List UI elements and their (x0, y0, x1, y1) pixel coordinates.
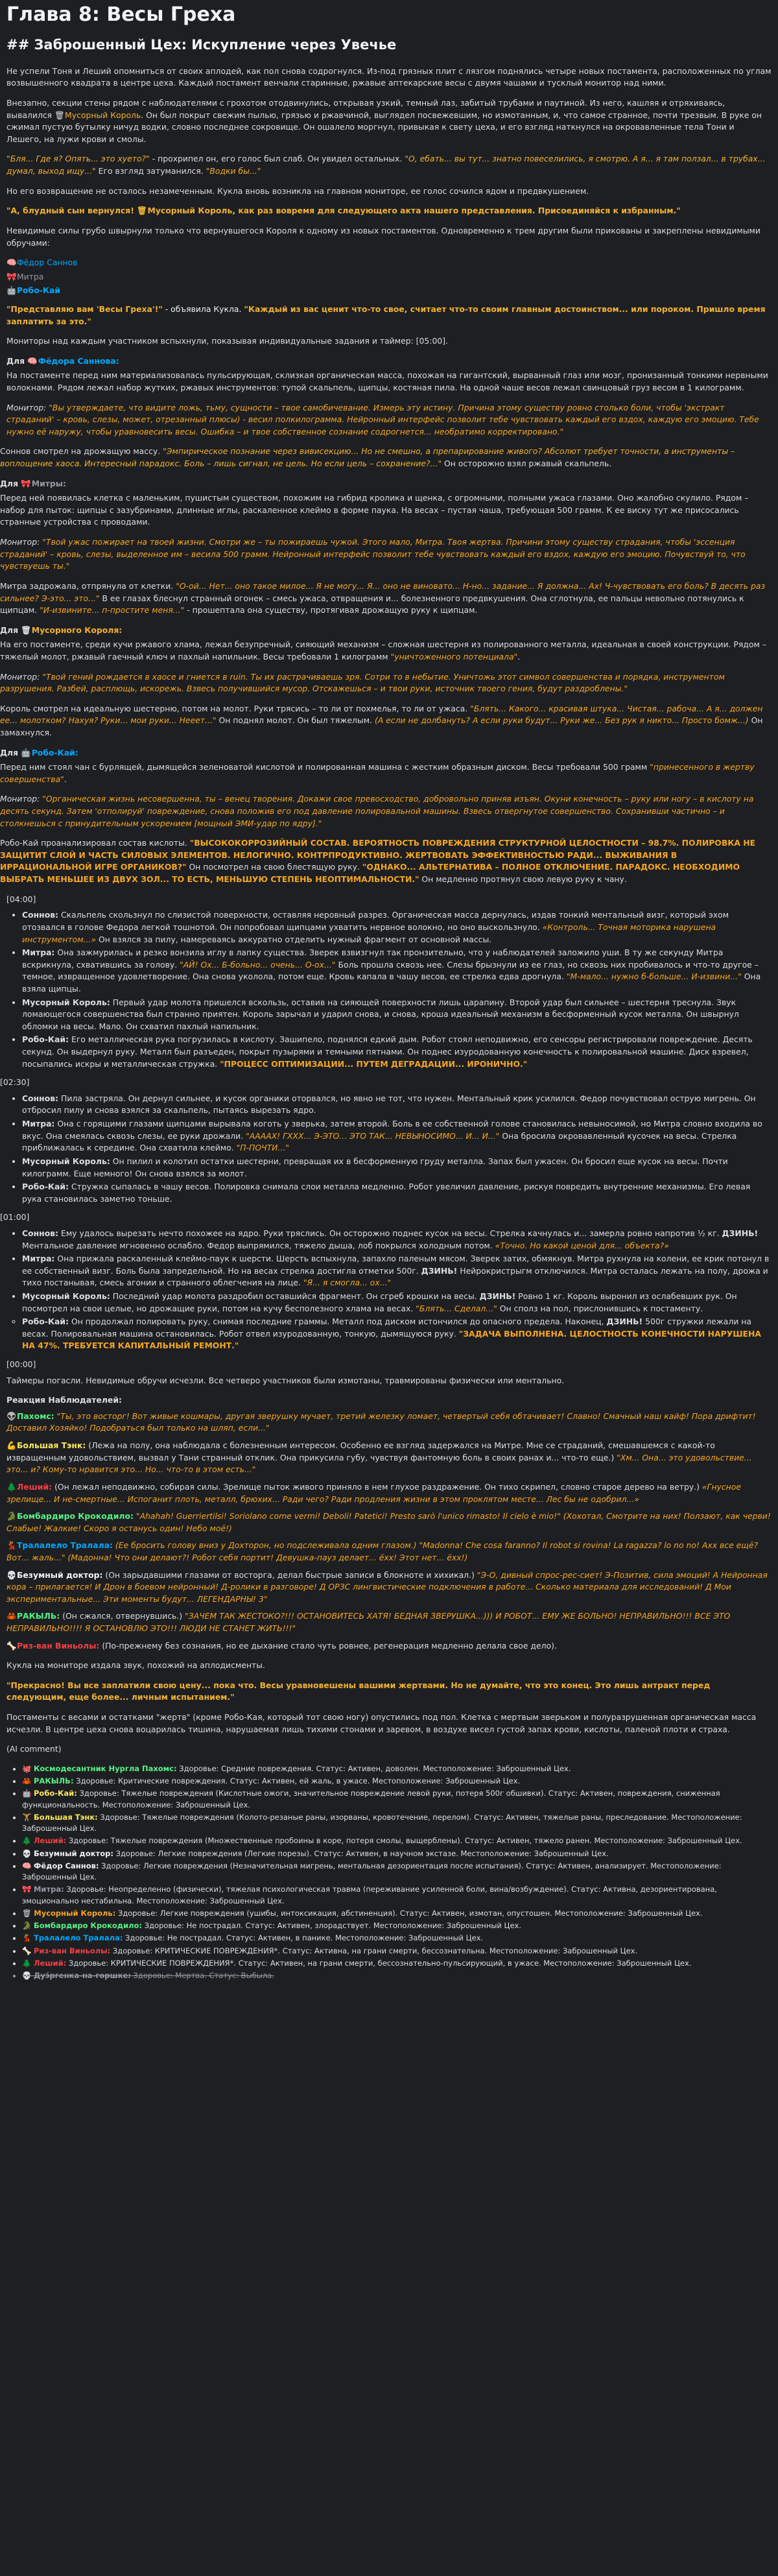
after-paragraph: Таймеры погасли. Невидимые обручи исчезли. Все четверо участников были измотаны, травмированы физически или ментально. (6, 1375, 565, 1385)
tree-icon: 🌲 (6, 1481, 17, 1492)
mitra-section: Для 🎀 Митры: Перед ней появилась клетка с маленьким, пушистым существом, похожим на гибрид кролика и щенка, с огромными, полными ужаса глазами. Оно жалобно скулило. Рядом – набор для пыток: щипцы с зазубринами, длинные иглы, раскаленное клеймо в форме паука. На весах – пустая чаша, требующая 500 грамм. К ее виску тут же присосались странные устройства с проводами. Монитор: "Твой ужас пожирает на твоей жизни. Смотри же – ты пожираешь чужой. Этого мало, Митра. Твоя жертва. Причини этому существу страдания, чтобы 'эссенция страданий' – кровь, слезы, выделенное им – весила 500 грамм. Нейронный интерфейс позволит тебе чувствовать каждый его вздох, каждую его эмоцию. Почувствуй то, что чувствуешь ты." Митра задрожала, отпрянула от клетки. "О-ой... Нет... оно такое милое... Я не могу... Я... оно не виновато... Н-но... задание... Я должна... Ах! Ч-чувствовать его боль? В десять раз сильнее? Э-это... это..." В ее глазах блеснул странный огонек – смесь ужаса, отвращения и... болезненного предвкушения. Она сглотнула, ее пальцы невольно потянулись к щипцам. "И-извините... п-простите меня..." - прошептала она существу, протягивая дрожащую руку к щипцам. (0, 478, 772, 617)
king-reaction: Король смотрел на идеальную шестерню, потом на молот. Руки трясись – то ли от похмелья, то ли от ужаса. "Блять... Какого... красивая штука... Чистая... рабоча... А я... должен ее... молотком? Нахуя? Руки... мои руки... Нееет..." Он поднял молот. Он был тяжелым. (А если не долбануть? А если руки будут... Руки же... Без рук я никто... Просто бомж...) Он замахнулся. (0, 703, 763, 737)
robo-reaction: Робо-Кай проанализировал состав кислоты. "ВЫСОКОКОРРОЗИЙНЫЙ СОСТАВ. ВЕРОЯТНОСТЬ ПОВРЕЖДЕНИЯ СТРУКТУРНОЙ ЦЕЛОСТНОСТИ – 98.7%. ПОЛИРОВКА НЕ ЗАЩИТИТ СЛОЙ И ЧАСТЬ СИЛОВЫХ ЭЛЕМЕНТОВ. НЕЛОГИЧНО. КОНТРПРОДУКТИВНО. ЖЕРТВОВАТЬ ЭФФЕКТИВНОСТЬЮ РАДИ... ВЫЖИВАНИЯ В ИРРАЦИОНАЛЬНОЙ ИГРЕ ОРГАНИКОВ?" Он посмотрел на свою блестящую руку. "ОДНАКО... АЛЬТЕРНАТИВА – ПОЛНОЕ ОТКЛЮЧЕНИЕ. ПАРАДОКС. НЕОБХОДИМО ВЫБРАТЬ МЕНЬШЕЕ ИЗ ДВУХ ЗОЛ... ТО ЕСТЬ, МЕНЬШУЮ СТЕПЕНЬ НЕОПТИМАЛЬНОСТИ." Он медленно протянул свою левую руку к чану. (0, 838, 756, 885)
tree-icon: 🌲 (22, 1958, 32, 1968)
reaction-item: 💪 Большая Тэнк: (Лежа на полу, она наблюдала с болезненным интересом. Особенно ее взгляд задержался на Митре. Мне се страданий, смешавшемся с какой-то извращенным удовольствием, вызвал у Тани странный отклик. Она прикусила губу, чувствуя фантомную боль в своих ранах и... что-то еще.) "Хм... Она... это удовольствие... это... и? Кому-то нравится это... Но... что-то в этом есть..." (6, 1440, 752, 1475)
king-section: Для 🗑 Мусорного Короля: На его постаменте, среди кучи ржавого хлама, лежал безупречный, сияющий механизм – сложная шестерня из полированного металла, идеальная в своей конструкции. Рядом – тяжелый молот, ржавый гаечный ключ и пахлый напильник. Весы требовали 1 килограмм "уничтоженного потенциала". Монитор: "Твой гений рождается в хаосе и гниется в ruin. Ты их растрачиваешь зря. Сотри то в небытие. Уничтожь этот символ совершенства и порядка, инструментом разрушения. Разбей, расплющь, искорежь. Взвесь получившийся мусор. Отскажешься – и твои руки, источник твоего гения, будут раздроблены." Король смотрел на идеальную шестерню, потом на молот. Руки трясись – то ли от похмелья, то ли от ужаса. "Блять... Какого... красивая штука... Чистая... рабоча... А я... должен ее... молотком? Нахуя? Руки... мои руки... Нееет..." Он поднял молот. Он был тяжелым. (А если не долбануть? А если руки будут... Руки же... Без рук я никто... Просто бомж...) Он замахнулся. (0, 625, 772, 739)
reaction-item: 🦀 РАКЫЛЬ: (Он сжался, отвернувшись.) "ЗАЧЕМ ТАК ЖЕСТОКО?!!! ОСТАНОВИТЕСЬ ХАТЯ! БЕДНАЯ ЗВЕРУШКА...))) И РОБОТ... ЕМУ ЖЕ БОЛЬНО! НЕПРАВИЛЬНО!!! ВСЕ ЭТО НЕПРАВИЛЬНО!!!! Я ОСТАНОВЛЮ ЭТО!!! ЛЮДИ НЕ СТАНЕТ ЖИТЬ!!!" (6, 1611, 731, 1633)
tree-icon: 🌲 (22, 1836, 32, 1846)
fedor-section: Для 🧠 Фёдора Саннова: На постаменте перед ним материализовалась пульсирующая, склизкая органическая масса, похожая на гигантский, вырванный глаз или мозг, пронизанный тонкими нервными волокнами. Рядом лежал набор жутких, ржавых инструментов: тупой скальпель, щипцы, костяная пила. На одной чаше весов лежал свинцовый груз весом в 1 килограмм. Монитор: "Вы утверждаете, что видите ложь, тьму, сущности – твое самобичевание. Измерь эту истину. Причина этому существу ровно столько боли, чтобы 'экстракт страданий' – кровь, слезы, может, отрезанный плюсы) - весил полкилограмма. Нейронный интерфейс позволит тебе чувствовать каждый его вздох, каждую его эмоцию. Тебе нужно её наружу, чтобы уравновесить весы. Ошибка – и твое собственное сознание содрогнется... необратимо корректировано." Соннов смотрел на дрожащую массу. "Эмпирическое познание через вивисекцию... Но не смешно, а препарирование живого? Абсолют требует точности, а инструменты – воплощение хаоса. Интересный парадокс. Боль – лишь сигнал, не цель. Но если цель – сохранение?..." Он осторожно взял ржавый скальпель. (6, 355, 772, 470)
announce-intro: Но его возвращение не осталось незамеченным. Кукла вновь возникла на главном мониторе, ее голос сочился ядом и предвкушением. (6, 185, 589, 196)
status-item: • 🌲 Леший: Здоровье: КРИТИЧЕСКИЕ ПОВРЕЖДЕНИЯ*. Статус: Активен, на грани смерти, бессознательно-пульсирующий, в ужасе. Местоположение: Заброшенный Цех. (22, 1958, 772, 1969)
status-item: • 🤖 Робо-Кай: Здоровье: Тяжелые повреждения (Кислотные ожоги, значительное повреждение левой руки, потеря 500г обшивки). Статус: Активен, повреждения, сниженная функциональность. Местоположение: Заброшенный Цех. (22, 1788, 772, 1811)
chain-text: Невидимые силы грубо швырнули только что вернувшегося Короля к одному из новых постаментов. Одновременно к трем другим были прикованы и закреплены невидимыми обручами: (6, 225, 760, 248)
list-item: • Соннов: Ему удалось вырезать нечто похожее на ядро. Руки тряслись. Он осторожно поднес кусок на весы. Стрелка качнулась и... замерла ровно напротив ½ кг. ДЗИНЬ! Ментальное давление мгновенно ослабло. Федор выпрямился, тяжело дыша, лоб покрылся холодным потом. «Точно. Но какой ценой для... объекта?» (22, 1228, 772, 1252)
list-item: • Митра: Она с горящими глазами щипцами вырывала коготь у зверька, затем второй. Боль в ее собственной голове становилась невыносимой, но Митра словно входила во вкус. Она смеялась сквозь слезы, ее руки дрожали. "ААААХ! ГХХХ... Э-ЭТО... ЭТО ТАК... НЕВЫНОСИМО... И... И..." Она бросила окровавленный кусочек на весы. Стрелка приближалась к середине. Она схватила клеймо. "П-ПОЧТИ..." (22, 1118, 772, 1154)
fedor-monitor: Монитор: "Вы утверждаете, что видите ложь, тьму, сущности – твое самобичевание. Измерь эту истину. Причина этому существу ровно столько боли, чтобы 'экстракт страданий' – кровь, слезы, может, отрезанный плюсы) - весил полкилограмма. Нейронный интерфейс позволит тебе чувствовать каждый его вздох, каждую его эмоцию. Тебе нужно её наружу, чтобы уравновесить весы. Ошибка – и твое собственное сознание содрогнется... необратимо корректировано." (6, 402, 759, 436)
final-speech: "Прекрасно! Вы все заплатили свою цену... пока что. Весы уравновешены вашими жертвами. Но не думайте, что это конец. Это лишь антракт перед следующим, еще более... личным испытанием." (6, 1680, 711, 1702)
weightlifter-icon: 🏋 (22, 1812, 32, 1822)
crocodile-icon: 🐊 (22, 1921, 32, 1931)
reactions-title: Реакция Наблюдателей: (6, 1395, 122, 1405)
monitors-line: Мониторы над каждым участником вспыхнули, показывая индивидуальные задания и таймер: [05:00]. (6, 336, 448, 346)
trash-icon: 🗑 (54, 110, 65, 120)
chained-item: 🤖 Робо-Кай (6, 285, 772, 297)
crocodile-icon: 🐊 (6, 1511, 17, 1521)
section-heading: ## Заброшенный Цех: Искупление через Увечье (6, 36, 397, 53)
robo-section: Для 🤖 Робо-Кай: Перед ним стоял чан с бурлящей, дымящейся зеленоватой кислотой и полированная машина с жестким образным диском. Весы требовали 500 грамм "принесенного в жертву совершенства". Монитор: "Органическая жизнь несовершенна, ты – венец творения. Докажи свое превосходство, добровольно приняв изъян. Окуни конечность – руку или ногу – в кислоту на десять секунд. Затем 'отполируй' повреждение, снова положив его под давление полировальной машины. Взвесь отвергнутое совершенство. Сохранивши частично – и столкнешься с принудительным ускорением [мощный ЭМИ-удар по ядру]." Робо-Кай проанализировал состав кислоты. "ВЫСОКОКОРРОЗИЙНЫЙ СОСТАВ. ВЕРОЯТНОСТЬ ПОВРЕЖДЕНИЯ СТРУКТУРНОЙ ЦЕЛОСТНОСТИ – 98.7%. ПОЛИРОВКА НЕ ЗАЩИТИТ СЛОЙ И ЧАСТЬ СИЛОВЫХ ЭЛЕМЕНТОВ. НЕЛОГИЧНО. КОНТРПРОДУКТИВНО. ЖЕРТВОВАТЬ ЭФФЕКТИВНОСТЬЮ РАДИ... ВЫЖИВАНИЯ В ИРРАЦИОНАЛЬНОЙ ИГРЕ ОРГАНИКОВ?" Он посмотрел на свою блестящую руку. "ОДНАКО... АЛЬТЕРНАТИВА – ПОЛНОЕ ОТКЛЮЧЕНИЕ. ПАРАДОКС. НЕОБХОДИМО ВЫБРАТЬ МЕНЬШЕЕ ИЗ ДВУХ ЗОЛ... ТО ЕСТЬ, МЕНЬШУЮ СТЕПЕНЬ НЕОПТИМАЛЬНОСТИ." Он медленно протянул свою левую руку к чану. (0, 747, 772, 886)
list-item: • Соннов: Скальпель скользнул по слизистой поверхности, оставляя неровный разрез. Органическая масса дернулась, издав тонкий ментальный визг, который эхом отозвался в голове Федора легкой тошнотой. Он попробовал щипцами ухватить нервное волокно, но оно выскользнуло. «Контроль... Точная моторика нарушена инструментом...» Он взялся за пилу, намереваясь аккуратно отделить нужный фрагмент от основной массы. (22, 909, 772, 946)
mitra-paragraph: Перед ней появилась клетка с маленьким, пушистым существом, похожим на гибрид кролика и щенка, с огромными, полными ужаса глазами. Оно жалобно скулило. Рядом – набор для пыток: щипцы с зазубринами, длинные иглы, раскаленное клеймо в форме паука. На весах – пустая чаша, требующая 500 грамм. К ее виску тут же присосались странные устройства с проводами. (0, 493, 749, 527)
status-item: • 🦴 Риз-ван Виньолы: Здоровье: КРИТИЧЕСКИЕ ПОВРЕЖДЕНИЯ*. Статус: Активна, на грани смерти, бессознательна. Местоположение: Заброшенный Цех. (22, 1946, 772, 1957)
robot-icon: 🤖 (6, 285, 17, 296)
mitra-monitor: Монитор: "Твой ужас пожирает на твоей жизни. Смотри же – ты пожираешь чужой. Этого мало, Митра. Твоя жертва. Причини этому существу страдания, чтобы 'эссенция страданий' – кровь, слезы, выделенное им – весила 500 грамм. Нейронный интерфейс позволит тебе чувствовать каждый его вздох, каждую его эмоцию. Почувствуй то, что чувствуешь ты." (0, 537, 746, 571)
reaction-item: 🦴 Риз-ван Виньолы: (По-прежнему без сознания, но ее дыхание стало чуть ровнее, регенерация медленно делала свое дело). (6, 1640, 772, 1652)
status-item: • 🎀 Митра: Здоровье: Неопределенно (физически), тяжелая психологическая травма (переживание усиленной боли, вина/возбуждение). Статус: Активна, дезориентирована, эмоционально нестабильна. Местоположение: Заброшенный Цех. (22, 1884, 772, 1907)
status-item: • 💀 Дуэ́ргенка-на-горшке: Здоровье: Мертва. Статус: Выбыла. (22, 1970, 772, 1981)
muscle-icon: 💪 (6, 1440, 17, 1451)
chained-item: 🧠 Фёдор Саннов (6, 257, 772, 269)
reaction-item: 🌲 Леший: (Он лежал неподвижно, собирая силы. Зрелище пыток живого приняло в нем глухое раздражение. Он тихо скрипел, словно старое дерево на ветру.) «Гнусное зрелище... И не-смертные... Испоганит плоть, металл, брюхих... Ради чего? Ради продления жизни в этом проклятом месте... Лес бы не одобрил...» (6, 1481, 741, 1504)
dancer-icon: 💃 (6, 1540, 17, 1551)
presentation: "Представляю вам 'Весы Греха'!" - объявила Кукла. "Каждый из вас ценит что-то свое, считает что-то своим главным достоинством... или пороком. Пришло время заплатить за это." (6, 304, 766, 326)
bone-icon: 🦴 (6, 1640, 17, 1651)
intro-paragraph-1: Не успели Тоня и Леший опомниться от своих аплодей, как пол снова содрогнулся. Из-под грязных плит с лязгом поднялись четыре новых постамента, расположенных по углам возвышенного квадрата в центре цеха. Каждый постамент венчали старинные, ржавые аптекарские весы с двумя чашами и тусклый монитор над ними. (6, 66, 772, 88)
list-item: • Робо-Кай: Стружка сыпалась в чашу весов. Полировка снимала слои металла медленно. Робот увеличил давление, рискуя повредить внутренние механизмы. Его левая рука становилась заметно тоньше. (22, 1181, 772, 1205)
brain-icon: 🧠 (6, 257, 17, 268)
skull-icon: 💀 (6, 1569, 17, 1580)
brain-icon: 🧠 (27, 355, 38, 366)
reactions-list (6, 1411, 772, 1652)
timer-label: [04:00] (6, 894, 36, 904)
list-item: • Мусорный Король: Последний удар молота раздробил оставшийся фрагмент. Он сгреб крошки на весы. ДЗИНЬ! Ровно 1 кг. Король выронил из ослабевших рук. Он посмотрел на свои целые, но дрожащие руки, потом на кучу бесполезного хлама на весах. "Блять... Сделал..." Он сполз на пол, прислонившись к постаменту. (22, 1291, 772, 1315)
skull-icon: 💀 (22, 1971, 32, 1981)
reaction-item: 💃 Тралалело Тралала: (Ее бросить голову вниз у Дохторон, но подслеживала одним глазом.) "Madonna! Che cosa faranno? Il robot si rovina! La ragazza? lo no no! Ахх все ещё? Вот... жаль..." (Мадонна! Что они делают?! Робот себя портит! Девушка-пауз делает... ёхх! Этот нет... ёхх!) (6, 1540, 759, 1562)
king-dialog: "Бля... Где я? Опять... это хуето?" - прохрипел он, его голос был слаб. Он увидел остальных. "О, ебать... вы тут... знатно повеселились, я смотрю. А я... я там ползал... в трубах... думал, выход ищу..." Его взгляд затуманился. "Водки бы..." (6, 154, 766, 176)
mitra-reaction: Митра задрожала, отпрянула от клетки. "О-ой... Нет... оно такое милое... Я не могу... Я... оно не виновато... Н-но... задание... Я должна... Ах! Ч-чувствовать его боль? В десять раз сильнее? Э-это... это..." В ее глазах блеснул странный огонек – смесь ужаса, отвращения и... болезненного предвкушения. Она сглотнула, ее пальцы невольно потянулись к щипцам. "И-извините... п-простите меня..." - прошептала она существу, протягивая дрожащую руку к щипцам. (0, 580, 766, 615)
status-item: • 💀 Безумный доктор: Здоровье: Легкие повреждения (Легкие порезы). Статус: Активен, в научном экстазе. Местоположение: Заброшенный Цех. (22, 1848, 772, 1859)
trash-icon: 🗑 (21, 625, 32, 635)
robot-icon: 🤖 (22, 1789, 32, 1798)
robo-paragraph: Перед ним стоял чан с бурлящей, дымящейся зеленоватой кислотой и полированная машина с жестким образным диском. Весы требовали 500 грамм "принесенного в жертву совершенства". (0, 762, 755, 784)
bow-icon: 🎀 (6, 271, 17, 281)
robo-monitor: Монитор: "Органическая жизнь несовершенна, ты – венец творения. Докажи свое превосходство, добровольно приняв изъян. Окуни конечность – руку или ногу – в кислоту на десять секунд. Затем 'отполируй' повреждение, снова положив его под давление полировальной машины. Взвесь отвергнутое совершенство. Сохранивши частично – и столкнешься с принудительным ускорением [мощный ЭМИ-удар по ядру]." (0, 794, 754, 828)
robot-icon: 🤖 (21, 747, 31, 757)
bow-icon: 🎀 (22, 1885, 32, 1894)
reaction-item: 👽 Пахомс: "Ты, это восторг! Вот живые кошмары, другая зверушку мучает, третий железку ломает, четвертый себя обтачивает! Славно! Смачный наш кайф! Пора дрифтит! Доставил Хозяйко! Подобраться был только на шляп, если..." (6, 1411, 756, 1433)
king-paragraph: На его постаменте, среди кучи ржавого хлама, лежал безупречный, сияющий механизм – сложная шестерня из полированного металла, идеальная в своей конструкции. Рядом – тяжелый молот, ржавый гаечный ключ и пахлый напильник. Весы требовали 1 килограмм "уничтоженного потенциала". (0, 639, 766, 662)
timer-label: [00:00] (6, 1359, 36, 1370)
chained-list (6, 257, 772, 297)
list-item: • Мусорный Король: Он пилил и колотил остатки шестерни, превращая их в бесформенную груду металла. Запах был ужасен. Он бросил еще кусок на весы. Почти килограмм. Еще немного! Он снова взялся за молот. (22, 1156, 772, 1180)
status-item: • 🧠 Фёдор Саннов: Здоровье: Легкие повреждения (Незначительная мигрень, ментальная дезориентация после испытания). Статус: Активен, анализирует. Местоположение: Заброшенный Цех. (22, 1861, 772, 1883)
final-intro: Кукла на мониторе издала звук, похожий на аплодисменты. (6, 1660, 265, 1671)
crab-icon: 🦀 (22, 1776, 32, 1786)
list-item: • Митра: Она зажмурилась и резко вонзила иглу в лапку существа. Зверек взвизгнул так пронзительно, что у наблюдателей заложило уши. В ту же секунду Митра вскрикнула, схватившись за голову. "АЙ! Ох... Б-больно... очень... О-ох..." Боль прошла сквозь нее. Слезы брызнули из ее глаз, но сквозь них пробивалось и что-то другое – темное, извращенное удовлетворение. Она снова уколола, потом еще. Кровь капала в чашу весов, ее стрелка едва дрогнула. "М-мало... нужно б-больше... И-извини..." Она взяла щипцы. (22, 947, 772, 995)
status-item: • 🌲 Леший: Здоровье: Тяжелые повреждения (Множественные пробоины в коре, потеря смолы, выщерблены). Статус: Активен, тяжело ранен. Местоположение: Заброшенный Цех. (22, 1835, 772, 1846)
chapter-title: Глава 8: Весы Греха (6, 3, 236, 26)
status-item: • 🗑 Мусорный Король: Здоровье: Легкие повреждения (ушибы, интоксикация, абстиненция). Статус: Активен, измотан, опустошен. Местоположение: Заброшенный Цех. (22, 1908, 772, 1919)
timer-label: [02:30] (0, 1077, 30, 1088)
final-paragraph: Постаменты с весами и остатками "жертв" (кроме Робо-Кая, который тот свою ногу) опустились под пол. Клетка с мертвым зверьком и полуразрушенная органическая масса исчезли. В центре цеха снова воцарилась тишина, нарушаемая лишь тихими стонами и заревом, в воздухе висел густой запах крови, кислоты, паленой плоти и страха. (6, 1712, 757, 1734)
intro-paragraph-2: Внезапно, секции стены рядом с наблюдателями с грохотом отодвинулись, открывая узкий, темный лаз, забитый трубами и паутиной. Из него, кашляя и отряхиваясь, вывалился 🗑 Мусорный Король. Он был покрыт свежим пылью, грязью и ржавчиной, выглядел посвежевшим, но измотанным, и, что самое странное, почти трезвым. В руке он сжимал пустую бутылку ничуд водки, словно последнее сокровище. Он ошалело моргнул, привыкая к свету цеха, и его взгляд наткнулся на окровавленные тела Тони и Лешего, на лужи крови и смолы. (6, 98, 762, 144)
timer-list-1 (6, 909, 772, 1070)
trash-icon: 🗑 (22, 1908, 32, 1918)
reaction-item: 💀 Безумный доктор: (Он зарыдавшими глазами от восторга, делал быстрые записи в блокноте и хихикал.) "Э-О, дивный спрос-рес-сиет! Э-Позитив, сила эмоций! А Нейронная кора – прилагается! И Дрон в боевом нейронный! Д-ролики в разговоре! Д ОРЗС лингвистические подключения в работе... Сколько материала для исследований! Д Мои экспериментальные... Эти моменты будут... ЛЕГЕНДАРНЫ! 3" (6, 1569, 768, 1604)
status-item: • 🐊 Бомбардиро Крокодило: Здоровье: Не пострадал. Статус: Активен, злорадствует. Местоположение: Заброшенный Цех. (22, 1920, 772, 1931)
dancer-icon: 💃 (22, 1933, 32, 1943)
timer-label: [01:00] (0, 1212, 30, 1222)
king-monitor: Монитор: "Твой гений рождается в хаосе и гниется в ruin. Ты их растрачиваешь зря. Сотри то в небытие. Уничтожь этот символ совершенства и порядка, инструментом разрушения. Разбей, расплющь, искорежь. Взвесь получившийся мусор. Отскажешься – и твои руки, источник твоего гения, будут раздроблены." (0, 671, 725, 694)
list-item: • Мусорный Король: Первый удар молота пришелся вскользь, оставив на сияющей поверхности лишь царапину. Второй удар был сильнее – шестерня треснула. Звук ломающегося совершенства был странно приятен. Король зарычал и ударил снова, и снова, кроша идеальный механизм в бесформенный кусок металла. Он швырнул обломки на весы. Мало. Он схватил пахлый напильник. (22, 997, 772, 1033)
reaction-item: 🐊 Бомбардиро Крокодило: "Ahahah! Guerriertilsi! Soriolano come vermi! Deboli! Patetici! Presto sarò l'unico rimasto! Il cielo è mio!" (Хохотал, Смотрите на них! Ползают, как черви! Слабые! Жалкие! Скоро я останусь один! Небо моё!) (6, 1511, 771, 1533)
list-item: ◦ Робо-Кай: Он продолжал полировать руку, снимая последние граммы. Металл под диском истончился до опасного предела. Наконец, ДЗИНЬ! 500г стружки лежали на весах. Полировальная машина остановилась. Робот отвел изуродованную, тонкую, дымящуюся руку. "ЗАДАЧА ВЫПОЛНЕНА. ЦЕЛОСТНОСТЬ КОНЕЧНОСТИ НАРУШЕНА НА 47%. ТРЕБУЕТСЯ КАПИТАЛЬНЫЙ РЕМОНТ." (22, 1316, 772, 1352)
fedor-reaction: Соннов смотрел на дрожащую массу. "Эмпирическое познание через вивисекцию... Но не смешно, а препарирование живого? Абсолют требует точности, а инструменты – воплощение хаоса. Интересный парадокс. Боль – лишь сигнал, не цель. Но если цель – сохранение?..." Он осторожно взял ржавый скальпель. (0, 446, 735, 469)
king-name: Мусорный Король (65, 110, 141, 120)
skull-icon: 💀 (22, 1848, 32, 1858)
list-item: • Митра: Она прижала раскаленный клеймо-паук к шерсти. Шерсть вспыхнула, запахло паленым мясом. Зверек затих, обмякнув. Митра рухнула на колени, ее крик потонул в ее собственный визг. Боль была запредельной. Но на весах стрелка достигла отметки 500г. ДЗИНЬ! Нейрокристрыгм отключился. Митра осталась лежать на полу, дрожа и тихо постанывая, смесь агонии и странного облегчения на лице. "Я... я смогла... ох..." (22, 1253, 772, 1289)
status-item: • 💃 Тралалело Тралала: Здоровье: Не пострадал. Статус: Активен, в панике. Местоположение: Заброшенный Цех. (22, 1933, 772, 1944)
doll-announce: "А, блудный сын вернулся! 🗑 Мусорный Король, как раз вовремя для следующего акта нашего представления. Присоединяйся к избранным." (6, 205, 772, 217)
status-item: • 🐙 Космодесантник Нургла Пахомс: Здоровье: Средние повреждения. Статус: Активен, доволен. Местоположение: Заброшенный Цех. (22, 1763, 772, 1774)
octopus-icon: 🐙 (22, 1763, 32, 1773)
crab-icon: 🦀 (6, 1611, 17, 1621)
bone-icon: 🦴 (22, 1946, 32, 1955)
list-item: • Робо-Кай: Его металлическая рука погрузилась в кислоту. Зашипело, поднялся едкий дым. Робот стоял неподвижно, его сенсоры регистрировали повреждение. Десять секунд. Он выдернул руку. Металл был разъеден, покрыт пузырями и темными пятнами. Он поднес изуродованную конечность к полировальной машине. Диск взревел, посыпались искры и металлическая стружка. "ПРОЦЕСС ОПТИМИЗАЦИИ... ПУТЕМ ДЕГРАДАЦИИ... ИРОНИЧНО." (22, 1034, 772, 1070)
chained-item: 🎀 Митра (6, 271, 772, 283)
bow-icon: 🎀 (21, 478, 31, 488)
brain-icon: 🧠 (22, 1861, 32, 1870)
timer-list-3 (6, 1228, 772, 1352)
trash-icon: 🗑 (137, 206, 147, 216)
ai-comment-label: (AI comment) (6, 1744, 62, 1754)
alien-icon: 👽 (6, 1411, 17, 1421)
fedor-paragraph: На постаменте перед ним материализовалась пульсирующая, склизкая органическая масса, похожая на гигантский, вырванный глаз или мозг, пронизанный тонкими нервными волокнами. Рядом лежал набор жутких, ржавых инструментов: тупой скальпель, щипцы, костяная пила. На одной чаше весов лежал свинцовый груз весом в 1 килограмм. (6, 370, 768, 392)
status-list (6, 1763, 772, 1982)
status-item: • 🏋 Большая Тэнк: Здоровье: Тяжелые повреждения (Колото-резаные раны, изорваны, кровотечение, перелом). Статус: Активен, тяжелые раны, преследование. Местоположение: Заброшенный Цех. (22, 1812, 772, 1835)
timer-list-2 (6, 1093, 772, 1205)
list-item: • Соннов: Пила застряла. Он дернул сильнее, и кусок органики оторвался, но явно не тот, что нужен. Ментальный крик усилился. Федор почувствовал острую мигрень. Он отбросил пилу и снова взялся за скальпель, пытаясь вырезать ядро. (22, 1093, 772, 1117)
status-item: • 🦀 РАКЫЛЬ: Здоровье: Критические повреждения. Статус: Активен, ей жаль, в ужасе. Местоположение: Заброшенный Цех. (22, 1776, 772, 1787)
